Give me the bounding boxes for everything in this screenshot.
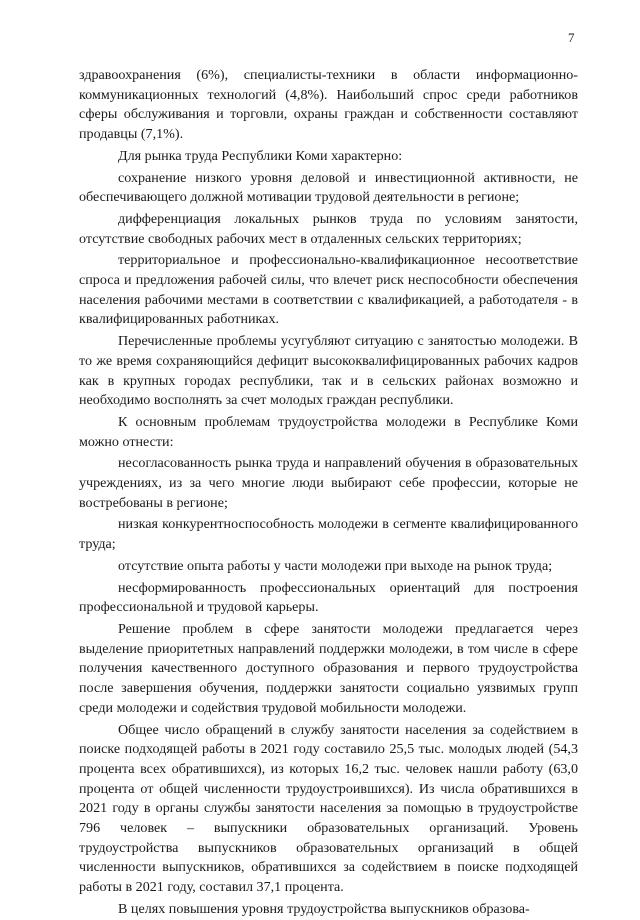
paragraph-4: дифференциация локальных рынков труда по условиям занятости, отсутствие свободных рабочих мест в отдаленных сельских территориях; [79, 210, 578, 247]
paragraph-11: несформированность профессиональных ориентаций для построения профессиональной и трудовой карьеры. [79, 579, 578, 616]
page-number: 7 [568, 30, 575, 45]
paragraph-8: несогласованность рынка труда и направлений обучения в образовательных учреждениях, из за чего многие люди выбирают себе профессии, которые не востребованы в регионе; [79, 455, 578, 511]
paragraph-2: Для рынка труда Республики Коми характерно: [118, 147, 403, 164]
paragraph-14: В целях повышения уровня трудоустройства выпускников образова- [118, 900, 530, 917]
paragraph-12: Решение проблем в сфере занятости молодежи предлагается через выделение приоритетных направлений поддержки молодежи, в том числе в сфере получения качественного доступного образования и первого трудоустройства после завершения обучения, поддержки занятости социально уязвимых групп среди молодежи и содействия трудовой мобильности молодежи. [79, 620, 578, 716]
paragraph-13: Общее число обращений в службу занятости населения за содействием в поиске подходящей работы в 2021 году составило 25,5 тыс. молодых людей (54,3 процента всех обратившихся), из которых 16,2 тыс. человек нашли работу (63,0 процента от общей численности трудоустроившихся). Из числа обратившихся в 2021 году в органы службы занятости населения за помощью в трудоустройстве 796 человек – выпускники образовательных организаций. Уровень трудоустройства выпускников образовательных организаций в общей численности выпускников, обратившихся за содействием в поиске подходящей работы в 2021 году, составил 37,1 процента. [79, 721, 578, 896]
paragraph-10: отсутствие опыта работы у части молодежи при выходе на рынок труда; [118, 557, 553, 574]
paragraph-1: здравоохранения (6%), специалисты-техники в области информационно-коммуникационных технологий (4,8%). Наибольший спрос среди работников сферы обслуживания и торговли, охраны граждан и собственности составляют продавцы (7,1%). [79, 67, 578, 143]
paragraph-7: К основным проблемам трудоустройства молодежи в Республике Коми можно отнести: [79, 413, 578, 450]
paragraph-6: Перечисленные проблемы усугубляют ситуацию с занятостью молодежи. В то же время сохраняющийся дефицит высококвалифицированных рабочих кадров как в крупных городах республики, так и в сельских районах возможно и необходимо восполнять за счет молодых граждан республики. [79, 333, 578, 409]
body-text [79, 66, 578, 920]
paragraph-9: низкая конкурентноспособность молодежи в сегменте квалифицированного труда; [79, 516, 578, 553]
paragraph-3: сохранение низкого уровня деловой и инвестиционной активности, не обеспечивающего должной мотивации трудовой деятельности в регионе; [79, 169, 578, 206]
paragraph-5: территориальное и профессионально-квалификационное несоответствие спроса и предложения рабочей силы, что влечет риск неспособности обеспечения населения рабочими местами в соответствии с квалификацией, а работодателя - в квалифицированных работниках. [79, 252, 578, 328]
